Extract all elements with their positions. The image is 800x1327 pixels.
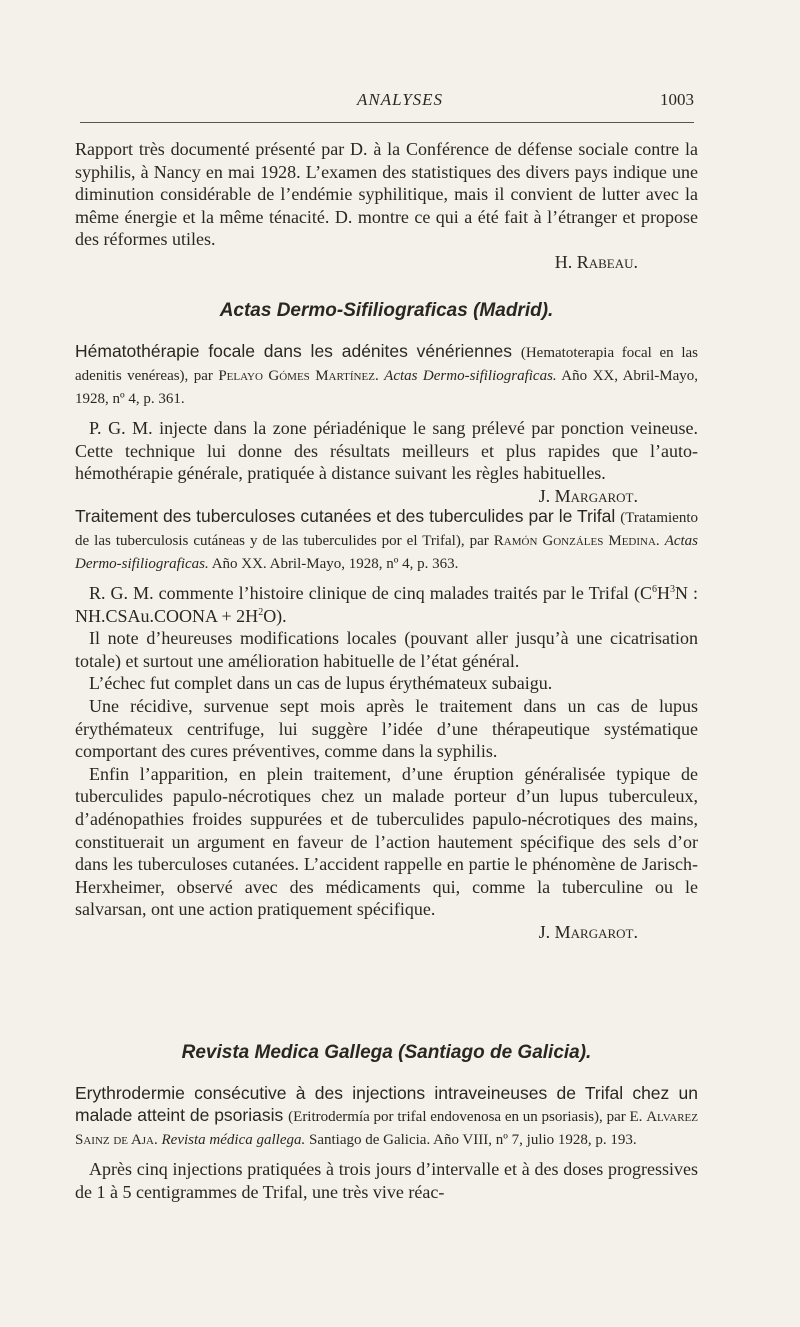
article-ref: (Tratamiento de las tuberculosis cutáneas y de las tuberculides por el Trifal), par Ramón Gonzáles Medina. Actas Dermo-sifiliograficas. Año XX. Abril-Mayo, 1928, nº 4, p. 363. — [75, 510, 699, 572]
article-hematotherapie — [75, 340, 698, 507]
article-paragraph: L’échec fut complet dans un cas de lupus érythémateux subaigu. — [89, 673, 553, 694]
article-signature: J. Margarot. — [538, 921, 638, 942]
section-title-revista: Revista Medica Gallega (Santiago de Galicia). — [181, 1042, 592, 1063]
article-paragraph: Une récidive, survenue sept mois après le traitement dans un cas de lupus érythémateux centrifuge, lui suggère l’idée d’une thérapeutique systématique comportant des cures préventives, comme dans la syphilis. — [75, 695, 698, 762]
article-ref: (Hematoterapia focal en las adenitis venéreas), par Pelayo Gómes Martínez. Actas Dermo-sifiliograficas. Año XX, Abril-Mayo, 1928, nº 4, p. 361. — [75, 345, 699, 407]
header-rule — [80, 122, 694, 123]
page-number: 1003 — [660, 90, 694, 109]
article-paragraph: Il note d’heureuses modifications locales (pouvant aller jusqu’à une cicatrisation totale) et surtout une amélioration habituelle de l’état général. — [75, 628, 698, 671]
article-paragraph: Enfin l’apparition, en plein traitement, d’une éruption généralisée typique de tuberculides papulo-nécrotiques chez un malade porteur d’un lupus tuberculeux, d’adénopathies froides suppurées et de tuberculides papulo-nécrotiques des mains, constituerait un argument en faveur de l’action hautement spécifique des sels d’or dans les tuberculoses cutanées. L’accident rappelle en partie le phénomène de Jarisch-Herxheimer, observé avec des médicaments qui, comme la tuberculine ou le salvarsan, ont une action pratiquement spécifique. — [75, 763, 698, 920]
article-signature: J. Margarot. — [538, 485, 638, 506]
article-body: Après cinq injections pratiquées à trois jours d’intervalle et à des doses progressives de 1 à 5 centigrammes de Trifal, une très vive réac- — [75, 1159, 698, 1202]
article-body: P. G. M. injecte dans la zone périadénique le sang prélevé par ponction veineuse. Cette technique lui donne des résultats meilleurs et plus rapides que l’auto-hémothérapie générale, pratiquée à distance suivant les règles habituelles. — [75, 418, 698, 484]
article-ref: (Eritrodermía por trifal endovenosa en un psoriasis), par E. Alvarez Sainz de Aja. Revista médica gallega. Santiago de Galicia. Año VIII, nº 7, julio 1928, p. 193. — [75, 1109, 698, 1148]
article-paragraph: R. G. M. commente l’histoire clinique de cinq malades traités par le Trifal ($C^6H^3N$ : NH.CSAu.COONA + $2H^2O$). — [75, 583, 699, 626]
article-erythrodermie — [75, 1082, 698, 1203]
article-title: Erythrodermie consécutive à des injections intraveineuses de Trifal chez un malade atteint de psoriasis — [75, 1083, 698, 1125]
running-header-title: ANALYSES — [356, 90, 444, 109]
article-title: Traitement des tuberculoses cutanées et des tuberculides par le Trifal — [75, 506, 616, 526]
intro-review — [75, 138, 698, 274]
article-trifal — [75, 505, 698, 944]
article-title-block — [75, 505, 698, 574]
article-title-block — [75, 1082, 698, 1150]
intro-signature: H. Rabeau. — [554, 251, 638, 272]
article-title: Hématothérapie focale dans les adénites vénériennes — [75, 341, 513, 361]
article-title-block — [75, 340, 698, 409]
intro-paragraph: Rapport très documenté présenté par D. à la Conférence de défense sociale contre la syphilis, à Nancy en mai 1928. L’examen des statistiques des divers pays indique une diminution considérable de l’endémie syphilitique, mais il convient de lutter avec la même énergie et la même ténacité. D. montre ce qui a été fait à l’étranger et propose des réformes utiles. — [75, 139, 698, 250]
section-title-actas: Actas Dermo-Sifiliograficas (Madrid). — [219, 300, 554, 321]
